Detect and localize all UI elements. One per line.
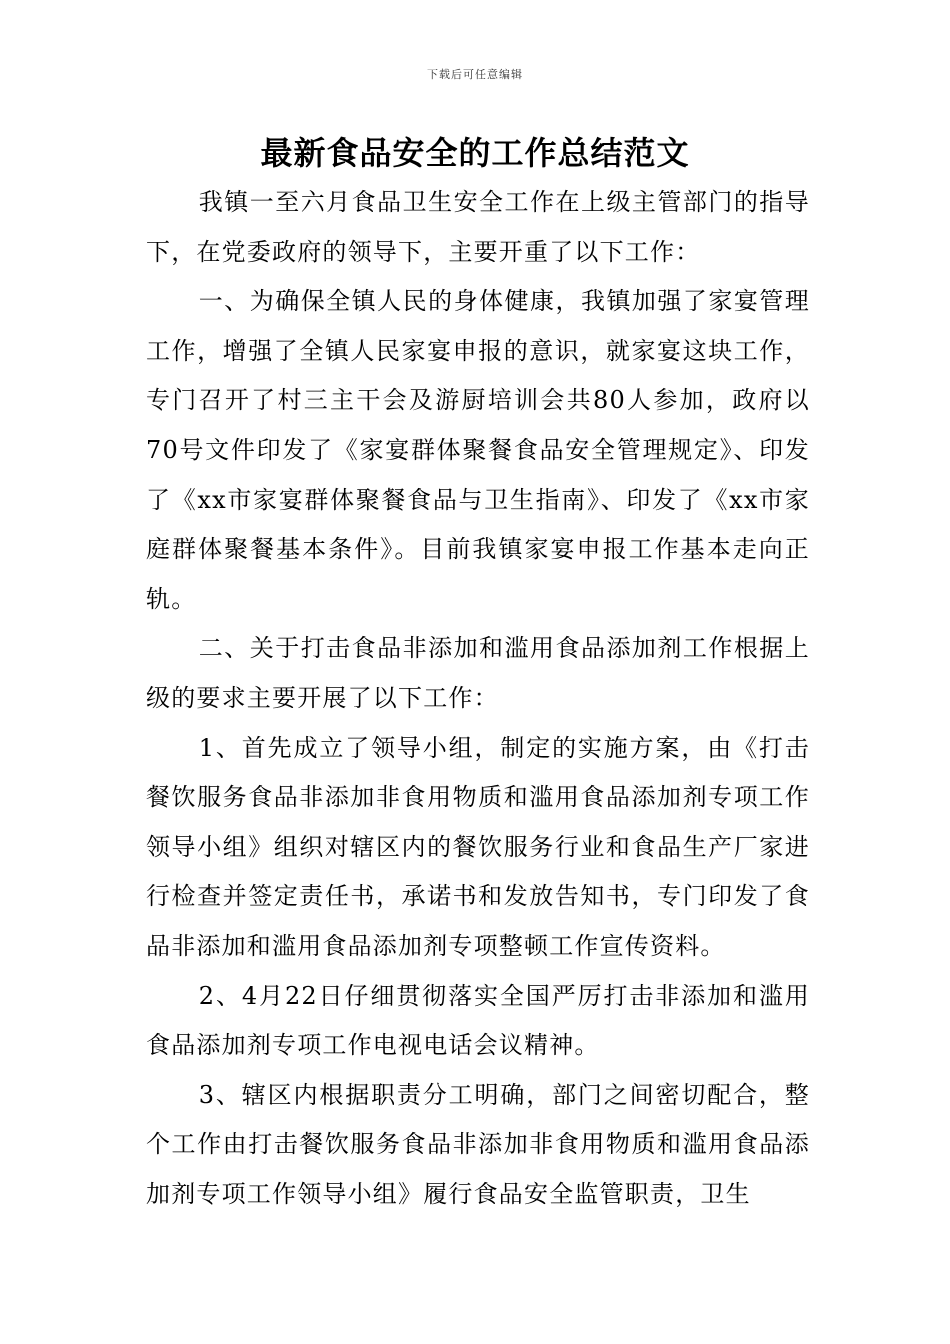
paragraph-item-1: 1、首先成立了领导小组，制定的实施方案，由《打击餐饮服务食品非添加非食用物质和滥用食品添加剂专项工作领导小组》组织对辖区内的餐饮服务行业和食品生产厂家进行检查并签定责任书，承诺书和发放告知书，专门印发了食品非添加和滥用食品添加剂专项整顿工作宣传资料。 bbox=[146, 733, 810, 960]
document-body bbox=[146, 178, 810, 1219]
paragraph-section-2: 二、关于打击食品非添加和滥用食品添加剂工作根据上级的要求主要开展了以下工作： bbox=[146, 634, 810, 712]
header-note: 下载后可任意编辑 bbox=[427, 68, 523, 81]
paragraph-section-1: 一、为确保全镇人民的身体健康，我镇加强了家宴管理工作，增强了全镇人民家宴申报的意识，就家宴这块工作，专门召开了村三主干会及游厨培训会共80人参加，政府以70号文件印发了《家宴群体聚餐食品安全管理规定》、印发了《xx市家宴群体聚餐食品与卫生指南》、印发了《xx市家庭群体聚餐基本条件》。目前我镇家宴申报工作基本走向正轨。 bbox=[146, 287, 810, 613]
document-title: 最新食品安全的工作总结范文 bbox=[260, 134, 690, 172]
paragraph-item-3: 3、辖区内根据职责分工明确，部门之间密切配合，整个工作由打击餐饮服务食品非添加非食用物质和滥用食品添加剂专项工作领导小组》履行食品安全监管职责，卫生 bbox=[146, 1080, 810, 1208]
paragraph-item-2: 2、4月22日仔细贯彻落实全国严厉打击非添加和滥用食品添加剂专项工作电视电话会议精神。 bbox=[146, 981, 810, 1060]
paragraph-intro: 我镇一至六月食品卫生安全工作在上级主管部门的指导下，在党委政府的领导下，主要开重了以下工作： bbox=[146, 188, 810, 266]
